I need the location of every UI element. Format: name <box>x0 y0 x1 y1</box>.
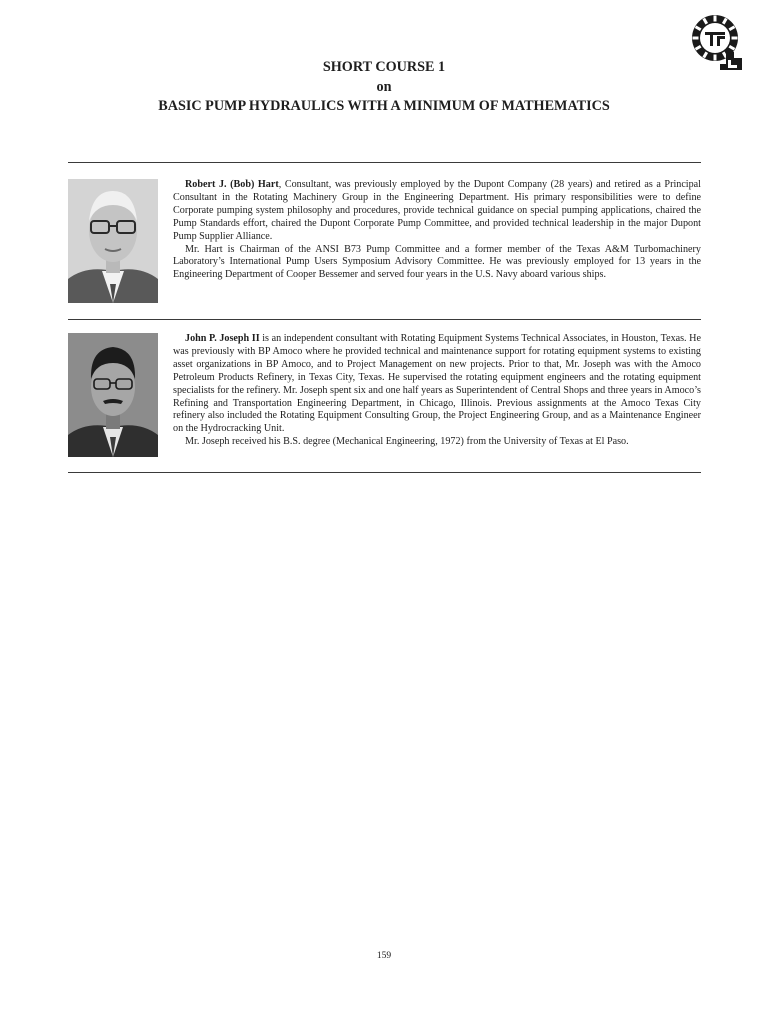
bio-text <box>173 179 701 282</box>
course-on: on <box>376 78 392 95</box>
bio-name: Robert J. (Bob) Hart <box>185 179 279 190</box>
divider-bottom <box>68 472 701 473</box>
bio-paragraph-2: Mr. Hart is Chairman of the ANSI B73 Pump Committee and a former member of the Texas A&M Turbomachinery Laboratory’s International Pump Users Symposium Advisory Committee. He was previously employed for 13 years in the Engineering Department of Cooper Bessemer and served four years in the U.S. Navy aboard various ships. <box>173 243 701 281</box>
course-title-block <box>0 58 768 117</box>
bio-hart <box>68 179 701 304</box>
bio-paragraph-2: Mr. Joseph received his B.S. degree (Mechanical Engineering, 1972) from the University of Texas at El Paso. <box>185 436 629 448</box>
divider-middle <box>68 319 701 320</box>
bio-paragraph-1: , Consultant, was previously employed by the Dupont Company (28 years) and retired as a Principal Consultant in the Rotating Machinery Group in the Engineering Department. His primary responsibilities were to define Corporate pumping system philosophy and procedures, provide technical guidance on special pumping applications, chaired the Pump Standards effort, chaired the Dupont Corporate Pump Committee, and provided technical leadership in the major Dupont Pump Supplier Alliance. <box>173 179 701 242</box>
bio-name: John P. Joseph II <box>185 333 260 344</box>
divider-top <box>68 162 701 163</box>
portrait-photo-icon <box>68 333 158 457</box>
page-number: 159 <box>376 951 392 961</box>
course-number: SHORT COURSE 1 <box>322 59 446 75</box>
bio-text <box>173 333 701 449</box>
course-title: BASIC PUMP HYDRAULICS WITH A MINIMUM OF MATHEMATICS <box>158 98 610 114</box>
bio-joseph <box>68 333 701 458</box>
portrait-photo-icon <box>68 179 158 303</box>
bio-paragraph-1: is an independent consultant with Rotating Equipment Systems Technical Associates, in Houston, Texas. He was previously with BP Amoco where he provided technical and maintenance support for rotating equipment systems to existing asset organizations in BP Amoco, and to Project Management on new projects. Prior to that, Mr. Joseph was with the Amoco Petroleum Products Refinery, in Texas City, Texas. He supervised the rotating equipment engineers and the rotating equipment specialists for the refinery. Mr. Joseph spent six and one half years as Superintendent of Central Shops and three years in Amoco’s Refining and Transportation Engineering Department, in Chicago, Illinois. Previous assignments at the Amoco Texas City refinery also included the Rotating Equipment Consulting Group, the Project Engineering Group, and as a Maintenance Engineer on the Hydrocracking Unit. <box>173 333 701 435</box>
